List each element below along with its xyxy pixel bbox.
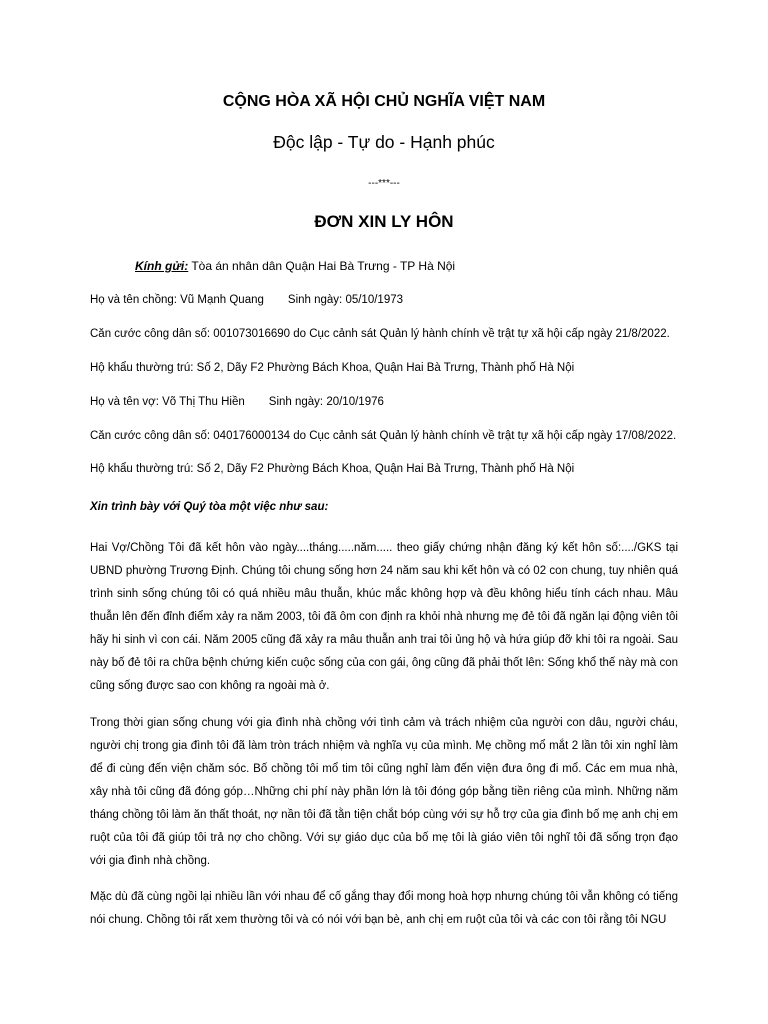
wife-name: Họ và tên vợ: Võ Thị Thu Hiền — [90, 396, 245, 408]
body-heading: Xin trình bày với Quý tòa một việc như sau: — [90, 501, 329, 513]
wife-id-card: Căn cước công dân số: 040176000134 do Cục cảnh sát Quản lý hành chính về trật tự xã hội cấp ngày 17/08/2022. — [90, 430, 677, 442]
husband-info-line — [90, 294, 403, 306]
national-title: CỘNG HÒA XÃ HỘI CHỦ NGHĨA VIỆT NAM — [222, 93, 546, 110]
paragraph-conflict: Mặc dù đã cùng ngồi lại nhiều lần với nhau để cố gắng thay đổi mong hoà hợp nhưng chúng tôi vẫn không có tiếng nói chung. Chồng tôi rất xem thường tôi và có nói với bạn bè, anh chị em ruột của tôi và các con tôi rằng tôi NGU — [90, 891, 678, 926]
recipient-value: Tòa án nhân dân Quận Hai Bà Trưng - TP Hà Nội — [188, 259, 456, 273]
separator: ---***--- — [368, 178, 400, 189]
recipient-label: Kính gửi: — [135, 259, 189, 273]
paragraph-marriage-history: Hai Vợ/Chồng Tôi đã kết hôn vào ngày....tháng.....năm..... theo giấy chứng nhận đăng ký kết hôn số:..../GKS tại UBND phường Trương Định. Chúng tôi chung sống hơn 24 năm sau khi kết hôn và có 02 con chung, tuy nhiên quá trình sinh sống chúng tôi có quá nhiều mâu thuẫn, khúc mắc không hợp và đều không hiểu tính cách nhau. Mâu thuẫn lên đến đỉnh điểm xảy ra năm 2003, tôi đã ôm con định ra khỏi nhà nhưng mẹ đẻ tôi đã ngăn lại động viên tôi hãy hi sinh vì con cái. Năm 2005 cũng đã xảy ra mâu thuẫn anh trai tôi ủng hộ và hứa giúp đỡ khi tôi ra ngoài. Sau này bố đẻ tôi ra chữa bệnh chứng kiến cuộc sống của con gái, ông cũng đã phải thốt lên: Sống khổ thế này mà con cũng sống được sao con không ra ngoài mà ở. — [90, 542, 678, 692]
husband-name: Họ và tên chồng: Vũ Mạnh Quang — [90, 294, 264, 306]
husband-dob: Sinh ngày: 05/10/1973 — [287, 294, 404, 306]
wife-dob: Sinh ngày: 20/10/1976 — [268, 396, 384, 408]
recipient-line — [135, 259, 455, 273]
husband-id-card: Căn cước công dân số: 001073016690 do Cục cảnh sát Quản lý hành chính về trật tự xã hội cấp ngày 21/8/2022. — [90, 328, 670, 340]
wife-info-line — [90, 396, 384, 408]
husband-residence: Hộ khẩu thường trú: Số 2, Dãy F2 Phường Bách Khoa, Quận Hai Bà Trưng, Thành phố Hà Nội — [90, 362, 575, 374]
wife-residence: Hộ khẩu thường trú: Số 2, Dãy F2 Phường Bách Khoa, Quận Hai Bà Trưng, Thành phố Hà Nội — [90, 463, 575, 475]
paragraph-family-duties: Trong thời gian sống chung với gia đình nhà chồng với tình cảm và trách nhiệm của người con dâu, người cháu, người chị trong gia đình tôi đã làm tròn trách nhiệm và nghĩa vụ của mình. Mẹ chồng mổ mắt 2 lần tôi xin nghỉ làm để đi cùng đến viện chăm sóc. Bố chồng tôi mổ tim tôi cũng nghỉ làm đến viện đưa ông đi mổ. Các em mua nhà, xây nhà tôi cũng đã đóng góp…Những chi phí này phần lớn là tôi đóng góp bằng tiền riêng của mình. Những năm tháng chồng tôi làm ăn thất thoát, nợ nần tôi đã tằn tiện chắt bóp cùng với sự hỗ trợ của gia đình bố mẹ anh chị em ruột của tôi đã giúp tôi trả nợ cho chồng. Với sự giáo dục của bố mẹ tôi là giáo viên tôi nghĩ tôi đã sống trọn đạo với gia đình nhà chồng. — [90, 717, 678, 867]
document-title: ĐƠN XIN LY HÔN — [314, 212, 454, 231]
motto: Độc lập - Tự do - Hạnh phúc — [273, 132, 495, 152]
